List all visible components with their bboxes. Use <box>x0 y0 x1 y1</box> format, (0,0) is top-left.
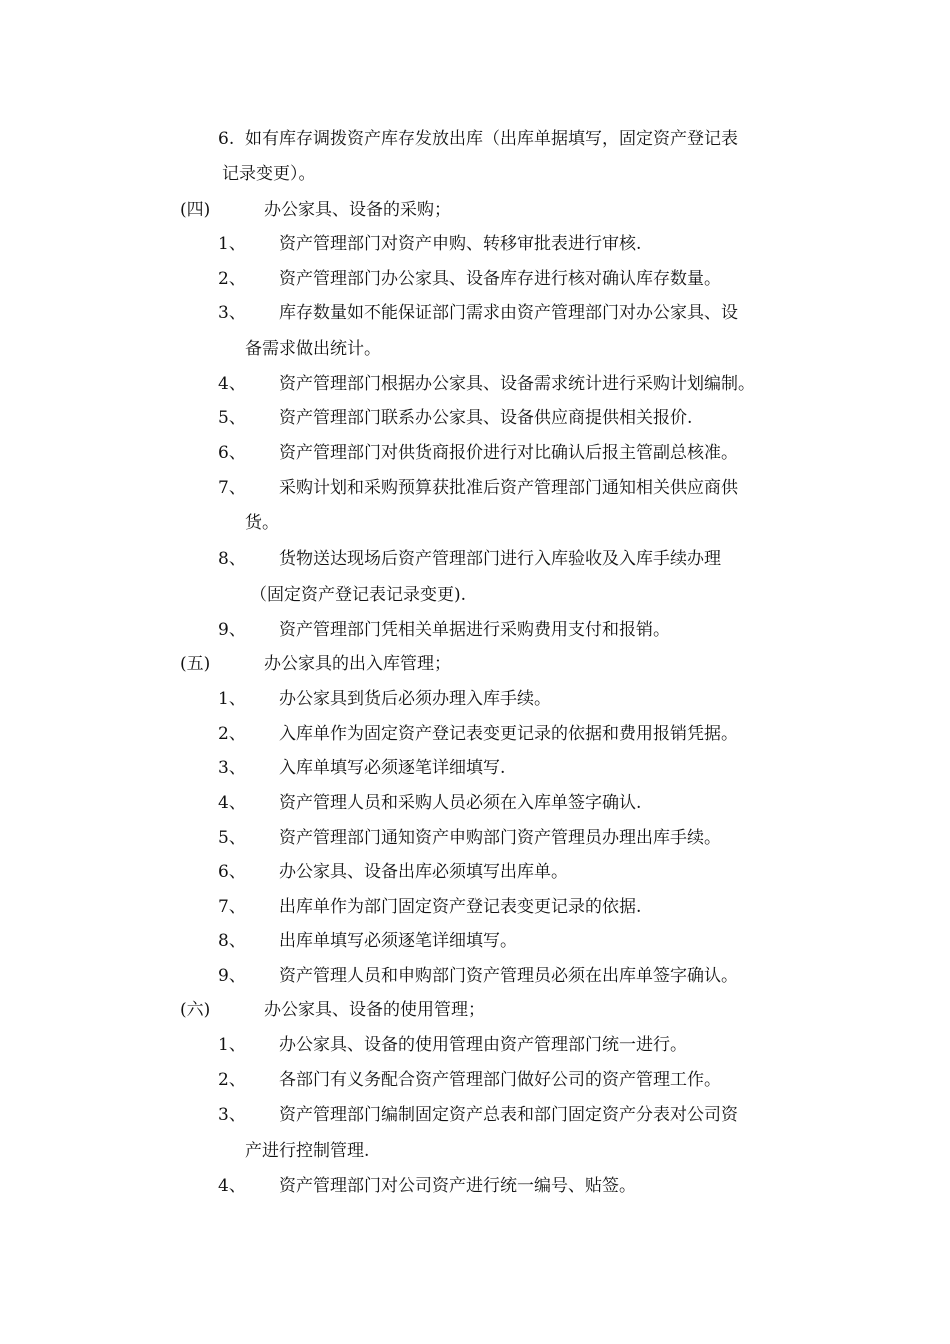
list-item-text: 资产管理部门对供货商报价进行对比确认后报主管副总核准。 <box>279 443 738 463</box>
list-item-number: 6、 <box>218 862 246 882</box>
list-item-text: 资产管理部门对公司资产进行统一编号、贴签。 <box>279 1176 636 1196</box>
intro-item-number: 6. <box>218 129 235 149</box>
list-item-text: 办公家具、设备出库必须填写出库单。 <box>279 862 568 882</box>
list-item-number: 3、 <box>218 758 246 778</box>
list-item-text: 资产管理人员和申购部门资产管理员必须在出库单签字确认。 <box>279 966 738 986</box>
list-item-number: 9、 <box>218 966 246 986</box>
list-item-text: 入库单填写必须逐笔详细填写. <box>279 758 506 778</box>
list-item-number: 2、 <box>218 1070 246 1090</box>
list-item-text: 出库单作为部门固定资产登记表变更记录的依据. <box>279 897 642 917</box>
list-item-number: 1、 <box>218 689 246 709</box>
list-item-number: 4、 <box>218 793 246 813</box>
list-item-continuation: （固定资产登记表记录变更). <box>250 585 467 605</box>
intro-item-text-line1: 如有库存调拨资产库存发放出库（出库单据填写，固定资产登记表 <box>245 129 738 149</box>
list-item-number: 1、 <box>218 1035 246 1055</box>
section-6-title: 办公家具、设备的使用管理； <box>264 1000 485 1020</box>
list-item-text: 资产管理部门通知资产申购部门资产管理员办理出库手续。 <box>279 828 721 848</box>
section-6-marker: (六) <box>180 1000 211 1020</box>
list-item-number: 8、 <box>218 931 246 951</box>
list-item-number: 8、 <box>218 549 246 569</box>
list-item-text: 各部门有义务配合资产管理部门做好公司的资产管理工作。 <box>279 1070 721 1090</box>
list-item-number: 2、 <box>218 724 246 744</box>
list-item-number: 2、 <box>218 269 246 289</box>
list-item-text: 库存数量如不能保证部门需求由资产管理部门对办公家具、设 <box>279 303 738 323</box>
list-item-number: 6、 <box>218 443 246 463</box>
list-item-text: 资产管理部门根据办公家具、设备需求统计进行采购计划编制。 <box>279 374 755 394</box>
list-item-number: 4、 <box>218 374 246 394</box>
list-item-number: 5、 <box>218 408 246 428</box>
list-item-text: 办公家具到货后必须办理入库手续。 <box>279 689 551 709</box>
list-item-continuation: 货。 <box>245 513 279 533</box>
list-item-text: 办公家具、设备的使用管理由资产管理部门统一进行。 <box>279 1035 687 1055</box>
section-5-marker: (五) <box>180 654 211 674</box>
list-item-number: 7、 <box>218 478 246 498</box>
list-item-text: 资产管理人员和采购人员必须在入库单签字确认. <box>279 793 642 813</box>
section-5-title: 办公家具的出入库管理； <box>264 654 451 674</box>
intro-item-text-line2: 记录变更）。 <box>222 164 316 184</box>
list-item-continuation: 备需求做出统计。 <box>245 339 381 359</box>
section-4-title: 办公家具、设备的采购； <box>264 200 451 220</box>
list-item-number: 9、 <box>218 620 246 640</box>
list-item-number: 1、 <box>218 234 246 254</box>
list-item-text: 资产管理部门编制固定资产总表和部门固定资产分表对公司资 <box>279 1105 738 1125</box>
list-item-text: 资产管理部门联系办公家具、设备供应商提供相关报价. <box>279 408 693 428</box>
list-item-number: 5、 <box>218 828 246 848</box>
list-item-text: 入库单作为固定资产登记表变更记录的依据和费用报销凭据。 <box>279 724 738 744</box>
section-4-marker: (四) <box>180 200 211 220</box>
list-item-number: 4、 <box>218 1176 246 1196</box>
list-item-continuation: 产进行控制管理. <box>245 1141 370 1161</box>
list-item-text: 出库单填写必须逐笔详细填写。 <box>279 931 517 951</box>
list-item-number: 3、 <box>218 1105 246 1125</box>
list-item-number: 3、 <box>218 303 246 323</box>
list-item-text: 资产管理部门对资产申购、转移审批表进行审核. <box>279 234 642 254</box>
list-item-text: 采购计划和采购预算获批准后资产管理部门通知相关供应商供 <box>279 478 738 498</box>
list-item-text: 资产管理部门凭相关单据进行采购费用支付和报销。 <box>279 620 670 640</box>
list-item-number: 7、 <box>218 897 246 917</box>
list-item-text: 货物送达现场后资产管理部门进行入库验收及入库手续办理 <box>279 549 721 569</box>
list-item-text: 资产管理部门办公家具、设备库存进行核对确认库存数量。 <box>279 269 721 289</box>
